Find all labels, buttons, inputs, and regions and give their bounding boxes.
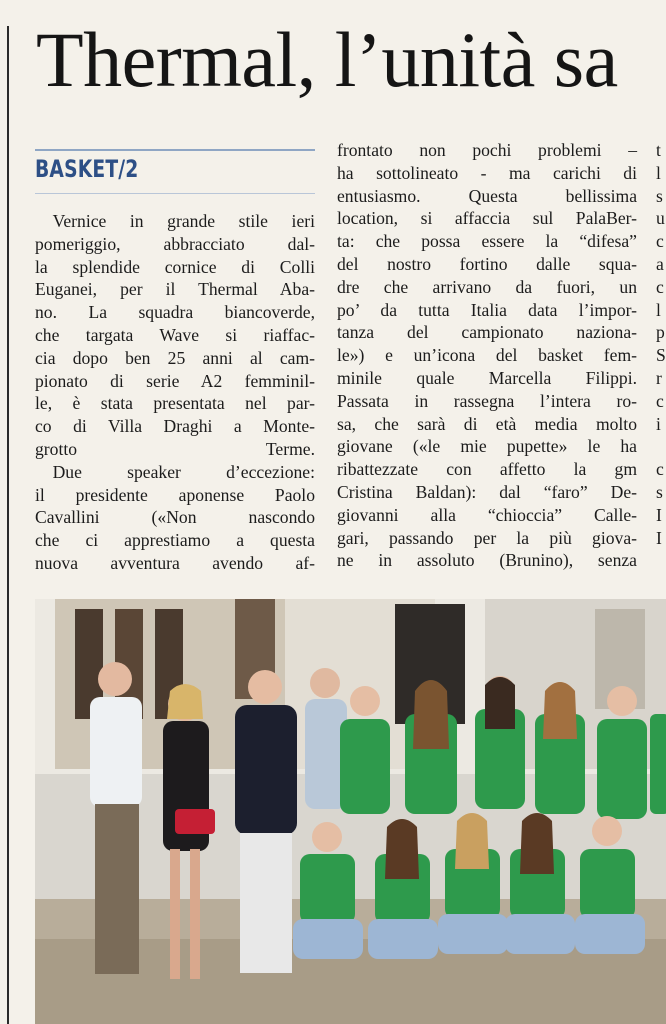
team-photo-illustration: [35, 599, 666, 1024]
article-line: Cavallini («Non nascondo: [35, 507, 315, 528]
article-line: [656, 435, 666, 458]
article-line: s: [656, 481, 663, 502]
article-line: Vernice in grande stile ieri: [35, 211, 315, 231]
article-line: Due speaker d’eccezione:: [35, 461, 315, 482]
section-rule: [35, 149, 315, 151]
article-line: ta: che possa essere la “difesa”: [337, 231, 637, 252]
article-line: pomeriggio, abbracciato dal-: [35, 233, 315, 254]
headline: Thermal, l’unità sa: [36, 16, 618, 103]
article-line: Cristina Baldan): dal “faro” De-: [337, 481, 637, 502]
article-line: a: [656, 253, 664, 274]
article-line: Euganei, per il Thermal Aba-: [35, 279, 315, 300]
kicker-rule: [35, 193, 315, 194]
article-line: po’ da tutta Italia data l’impor-: [337, 299, 637, 320]
article-line: cia dopo ben 25 anni al cam-: [35, 347, 315, 368]
article-line: sa, che sarà di età media molto: [337, 413, 637, 434]
article-line: nuova avventura avendo af-: [35, 552, 315, 573]
article-line: l: [656, 162, 661, 183]
article-line: grotto Terme.: [35, 438, 315, 459]
article-line: no. La squadra biancoverde,: [35, 302, 315, 323]
article-line: minile quale Marcella Filippi.: [337, 367, 637, 388]
column-rule: [7, 26, 9, 1024]
article-line: c: [656, 390, 664, 411]
article-line: location, si affaccia sul PalaBer-: [337, 208, 637, 229]
article-line: t: [656, 140, 661, 160]
article-line: che ci apprestiamo a questa: [35, 530, 315, 551]
article-line: c: [656, 276, 664, 297]
article-line: Passata in rassegna l’intera ro-: [337, 390, 637, 411]
article-line: ha sottolineato - ma carichi di: [337, 162, 637, 183]
article-line: ribattezzate con affetto la gm: [337, 459, 637, 480]
article-line: r: [656, 367, 662, 388]
article-line: co di Villa Draghi a Monte-: [35, 416, 315, 437]
article-line: il presidente aponense Paolo: [35, 484, 315, 505]
article-line: s: [656, 185, 663, 206]
article-line: i: [656, 413, 661, 434]
article-line: frontato non pochi problemi –: [337, 140, 637, 160]
kicker: BASKET/2: [35, 155, 139, 183]
article-line: entusiasmo. Questa bellissima: [337, 185, 637, 206]
article-line: le») e un’icona del basket fem-: [337, 345, 637, 366]
article-line: c: [656, 231, 664, 252]
article-line: tanza del campionato naziona-: [337, 322, 637, 343]
article-line: le, è stata presentata nel par-: [35, 393, 315, 414]
article-line: c: [656, 459, 664, 480]
article-line: I: [656, 527, 662, 548]
article-line: p: [656, 322, 665, 343]
team-photo: [35, 599, 666, 1024]
article-column-3: [656, 139, 666, 549]
article-line: che targata Wave si riaffac-: [35, 324, 315, 345]
article-column-2: [337, 139, 637, 572]
article-line: ne in assoluto (Brunino), senza: [337, 550, 637, 571]
article-line: pionato di serie A2 femminil-: [35, 370, 315, 391]
article-column-1: [35, 210, 315, 575]
article-line: l: [656, 299, 661, 320]
article-line: la splendide cornice di Colli: [35, 256, 315, 277]
article-line: del nostro fortino dalle squa-: [337, 253, 637, 274]
article-line: giovane («le mie pupette» le ha: [337, 436, 637, 457]
article-line: giovanni alla “chioccia” Calle-: [337, 504, 637, 525]
article-line: dre che arrivano da fuori, un: [337, 276, 637, 297]
article-line: gari, passando per la più giova-: [337, 527, 637, 548]
article-line: I: [656, 504, 662, 525]
article-line: S: [656, 345, 666, 366]
article-line: u: [656, 208, 665, 229]
